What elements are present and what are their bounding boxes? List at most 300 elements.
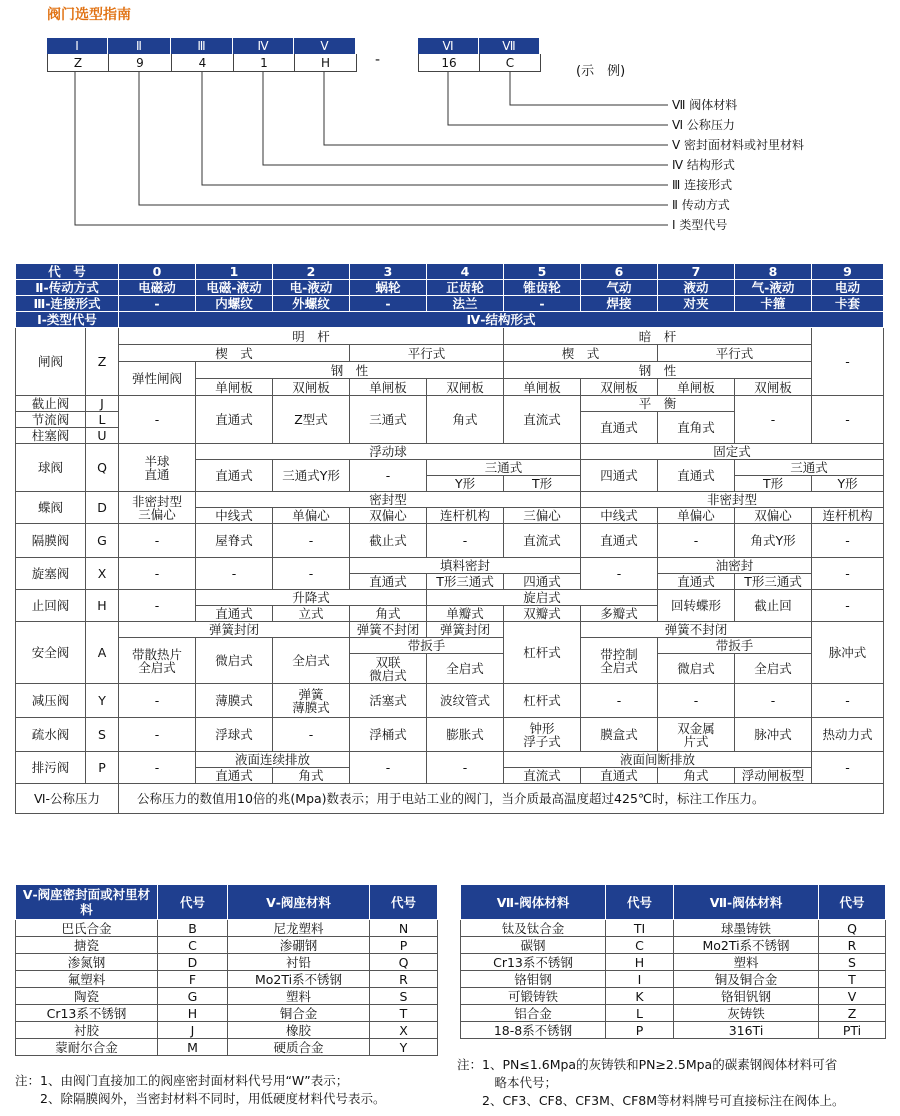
cell: 脉冲式 — [812, 622, 884, 684]
cell: 单偏心 — [273, 508, 350, 524]
note-line: 注：1、PN≤1.6Mpa的灰铸铁和PN≥2.5Mpa的碳素钢阀体材料可省 — [457, 1057, 838, 1072]
header-code: 代 号 — [16, 264, 119, 280]
cell: 角式Y形 — [735, 524, 812, 558]
cell: 浮球式 — [196, 718, 273, 752]
cell: - — [735, 396, 812, 444]
cell: - — [350, 752, 427, 784]
table-cell: R — [819, 937, 886, 954]
note-line: 2、CF3、CF8、CF3M、CF8M等材料牌号可直接标注在阀体上。 — [457, 1093, 845, 1108]
table-cell: 氟塑料 — [16, 971, 158, 988]
table-cell: 塑料 — [228, 988, 370, 1005]
valve-code: Q — [86, 444, 119, 492]
table-cell: C — [158, 937, 228, 954]
table-cell: 渗氮钢 — [16, 954, 158, 971]
cell: 杠杆式 — [504, 622, 581, 684]
header-code-digit: 7 — [658, 264, 735, 280]
example-dash: - — [375, 52, 381, 68]
cell: 双闸板 — [427, 379, 504, 396]
cell: 双闸板 — [273, 379, 350, 396]
valve-code: Y — [86, 684, 119, 718]
code-value-cell: 4 — [171, 54, 234, 72]
valve-code: S — [86, 718, 119, 752]
table-cell: J — [158, 1022, 228, 1039]
note-line: 注：1、由阀门直接加工的阀座密封面材料代号用“W”表示； — [15, 1073, 349, 1088]
cell: 液面连续排放 — [196, 752, 350, 768]
cell: 双偏心 — [735, 508, 812, 524]
table-cell: 可锻铸铁 — [461, 988, 606, 1005]
cell: 非密封型 — [581, 492, 884, 508]
cell: 浮桶式 — [350, 718, 427, 752]
cell: 非密封型 三偏心 — [119, 492, 196, 524]
cell: 直流式 — [504, 524, 581, 558]
cell: 波纹管式 — [427, 684, 504, 718]
cell: 连杆机构 — [427, 508, 504, 524]
type-label: Ⅰ-类型代号 — [16, 312, 119, 328]
cell: 活塞式 — [350, 684, 427, 718]
table-cell: 球墨铸铁 — [674, 920, 819, 937]
valve-code: Z — [86, 328, 119, 396]
table-cell: PTi — [819, 1022, 886, 1039]
table-cell: Cr13系不锈钢 — [16, 1005, 158, 1022]
legend-item: Ⅳ 结构形式 — [672, 158, 735, 172]
valve-name: 隔膜阀 — [16, 524, 86, 558]
header-code-digit: 2 — [273, 264, 350, 280]
cell: 三通式 — [735, 460, 884, 476]
code-value-cell: Z — [47, 54, 109, 72]
cell: - — [119, 558, 196, 590]
cell: 直流式 — [504, 396, 581, 444]
connection-type: - — [119, 296, 196, 312]
roman-numeral-cell: Ⅶ — [479, 38, 540, 54]
cell: Z型式 — [273, 396, 350, 444]
table-cell: G — [158, 988, 228, 1005]
header-code-digit: 5 — [504, 264, 581, 280]
cell: 双联 微启式 — [350, 654, 427, 684]
cell: 全启式 — [427, 654, 504, 684]
valve-name: 闸阀 — [16, 328, 86, 396]
cell: 膜盒式 — [581, 718, 658, 752]
code-value-cell: H — [294, 54, 357, 72]
column-header: Ⅶ-阀体材料 — [674, 885, 819, 920]
cell: - — [119, 684, 196, 718]
table-cell: 钛及钛合金 — [461, 920, 606, 937]
cell: T形三通式 — [427, 574, 504, 590]
connection-type: 对夹 — [658, 296, 735, 312]
cell: 平行式 — [658, 345, 812, 362]
table-cell: C — [606, 937, 674, 954]
cell: 全启式 — [735, 654, 812, 684]
cell: 热动力式 — [812, 718, 884, 752]
cell: 截止式 — [350, 524, 427, 558]
cell: 直通式 — [658, 574, 735, 590]
legend-item: Ⅶ 阀体材料 — [672, 98, 738, 112]
valve-code: D — [86, 492, 119, 524]
table-cell: 陶瓷 — [16, 988, 158, 1005]
table-cell: 碳钢 — [461, 937, 606, 954]
notes-right — [457, 1056, 845, 1110]
valve-code: P — [86, 752, 119, 784]
legend-item: Ⅵ 公称压力 — [672, 118, 735, 132]
cell: 液面间断排放 — [504, 752, 812, 768]
code-value-cell: C — [479, 54, 541, 72]
cell: 暗 杆 — [504, 328, 812, 345]
cell: 带扳手 — [658, 638, 812, 654]
column-header: Ⅶ-阀体材料 — [461, 885, 606, 920]
cell: 带散热片 全启式 — [119, 638, 196, 684]
drive-mode: 气-液动 — [735, 280, 812, 296]
table-cell: 铬钼钢 — [461, 971, 606, 988]
cell: 微启式 — [196, 638, 273, 684]
drive-mode: 气动 — [581, 280, 658, 296]
cell: 直通式 — [581, 412, 658, 444]
roman-numeral-cell: Ⅰ — [47, 38, 108, 54]
cell: 弹簧封闭 — [119, 622, 350, 638]
cell: - — [350, 460, 427, 492]
drive-mode: 电磁动 — [119, 280, 196, 296]
valve-code: L — [86, 412, 119, 428]
header-code-digit: 4 — [427, 264, 504, 280]
cell: 弹性闸阀 — [119, 362, 196, 396]
cell: - — [812, 684, 884, 718]
connection-label: Ⅲ-连接形式 — [16, 296, 119, 312]
cell: 单闸板 — [504, 379, 581, 396]
cell: - — [735, 684, 812, 718]
cell: 角式 — [350, 606, 427, 622]
cell: - — [812, 396, 884, 444]
cell: 带扳手 — [350, 638, 504, 654]
cell: 四通式 — [504, 574, 581, 590]
valve-name: 柱塞阀 — [16, 428, 86, 444]
cell: 全启式 — [273, 638, 350, 684]
cell: 截止回 — [735, 590, 812, 622]
cell: 直通式 — [196, 396, 273, 444]
table-cell: 衬铅 — [228, 954, 370, 971]
cell: 薄膜式 — [196, 684, 273, 718]
valve-name: 止回阀 — [16, 590, 86, 622]
table-cell: Mo2Ti系不锈钢 — [228, 971, 370, 988]
note-line: 略本代号； — [457, 1075, 558, 1090]
cell: 半球 直通 — [119, 444, 196, 492]
cell: 平 衡 — [581, 396, 735, 412]
table-cell: 搪瓷 — [16, 937, 158, 954]
cell: 单偏心 — [658, 508, 735, 524]
cell: Y形 — [427, 476, 504, 492]
table-cell: Q — [370, 954, 438, 971]
column-header: Ⅴ-阀座材料 — [228, 885, 370, 920]
table-cell: T — [370, 1005, 438, 1022]
cell: 膨胀式 — [427, 718, 504, 752]
table-cell: Z — [819, 1005, 886, 1022]
connection-type: - — [504, 296, 581, 312]
cell: 直通式 — [196, 768, 273, 784]
valve-name: 节流阀 — [16, 412, 86, 428]
cell: - — [119, 718, 196, 752]
header-code-digit: 8 — [735, 264, 812, 280]
table-cell: P — [606, 1022, 674, 1039]
table-cell: B — [158, 920, 228, 937]
table-cell: M — [158, 1039, 228, 1056]
cell: - — [273, 524, 350, 558]
table-cell: 巴氏合金 — [16, 920, 158, 937]
cell: 角式 — [273, 768, 350, 784]
table-cell: I — [606, 971, 674, 988]
valve-name: 球阀 — [16, 444, 86, 492]
header-code-digit: 9 — [812, 264, 884, 280]
cell: 浮动闸板型 — [735, 768, 812, 784]
cell: 平行式 — [350, 345, 504, 362]
table-cell: 铬钼钒钢 — [674, 988, 819, 1005]
table-cell: 塑料 — [674, 954, 819, 971]
table-cell: Cr13系不锈钢 — [461, 954, 606, 971]
cell: - — [427, 524, 504, 558]
valve-code: U — [86, 428, 119, 444]
cell: 填料密封 — [350, 558, 581, 574]
code-value-cell: 9 — [108, 54, 172, 72]
drive-mode: 正齿轮 — [427, 280, 504, 296]
cell: 多瓣式 — [581, 606, 658, 622]
cell: 双偏心 — [350, 508, 427, 524]
cell: T形 — [504, 476, 581, 492]
cell: 杠杆式 — [504, 684, 581, 718]
cell: 中线式 — [581, 508, 658, 524]
cell: 固定式 — [581, 444, 884, 460]
table-cell: H — [158, 1005, 228, 1022]
table-cell: 橡胶 — [228, 1022, 370, 1039]
table-cell: 蒙耐尔合金 — [16, 1039, 158, 1056]
cell: 钢 性 — [504, 362, 812, 379]
table-cell: 尼龙塑料 — [228, 920, 370, 937]
column-header: Ⅴ-阀座密封面或衬里材料 — [16, 885, 158, 920]
roman-numeral-cell: Ⅴ — [294, 38, 356, 54]
cell: Y形 — [812, 476, 884, 492]
cell: 弹簧不封闭 — [581, 622, 812, 638]
cell: 楔 式 — [119, 345, 350, 362]
cell: - — [196, 558, 273, 590]
connection-type: 内螺纹 — [196, 296, 273, 312]
drive-mode: 电动 — [812, 280, 884, 296]
cell: 中线式 — [196, 508, 273, 524]
header-code-digit: 0 — [119, 264, 196, 280]
table-cell: K — [606, 988, 674, 1005]
valve-code-table — [15, 263, 884, 814]
drive-mode: 锥齿轮 — [504, 280, 581, 296]
valve-name: 旋塞阀 — [16, 558, 86, 590]
valve-code: A — [86, 622, 119, 684]
cell: 连杆机构 — [812, 508, 884, 524]
cell: 单闸板 — [350, 379, 427, 396]
column-header: 代号 — [158, 885, 228, 920]
drive-mode: 电磁-液动 — [196, 280, 273, 296]
cell: 油密封 — [658, 558, 812, 574]
cell: 弹簧不封闭 — [350, 622, 427, 638]
cell: 单瓣式 — [427, 606, 504, 622]
cell: 单闸板 — [196, 379, 273, 396]
legend-item: Ⅲ 连接形式 — [672, 178, 733, 192]
column-header: 代号 — [370, 885, 438, 920]
cell: - — [658, 684, 735, 718]
connection-type: 外螺纹 — [273, 296, 350, 312]
table-cell: D — [158, 954, 228, 971]
cell: - — [812, 558, 884, 590]
cell: 三通式 — [350, 396, 427, 444]
code-value-cell: 16 — [418, 54, 480, 72]
column-header: 代号 — [819, 885, 886, 920]
cell: 弹簧封闭 — [427, 622, 504, 638]
table-cell: 渗硼钢 — [228, 937, 370, 954]
table-cell: X — [370, 1022, 438, 1039]
valve-code: X — [86, 558, 119, 590]
table-cell: P — [370, 937, 438, 954]
cell: 微启式 — [658, 654, 735, 684]
cell: 直角式 — [658, 412, 735, 444]
valve-code: G — [86, 524, 119, 558]
valve-name: 截止阀 — [16, 396, 86, 412]
cell: 弹簧 薄膜式 — [273, 684, 350, 718]
cell: 钟形 浮子式 — [504, 718, 581, 752]
table-cell: Y — [370, 1039, 438, 1056]
cell: - — [273, 558, 350, 590]
cell: 楔 式 — [504, 345, 658, 362]
cell: 直流式 — [504, 768, 581, 784]
cell: 直通式 — [350, 574, 427, 590]
connection-type: 焊接 — [581, 296, 658, 312]
cell: 屋脊式 — [196, 524, 273, 558]
cell: 密封型 — [196, 492, 581, 508]
notes-left — [15, 1072, 385, 1108]
cell: 三偏心 — [504, 508, 581, 524]
table-cell: 铝合金 — [461, 1005, 606, 1022]
cell: - — [581, 684, 658, 718]
drive-mode: 电-液动 — [273, 280, 350, 296]
page-title: 阀门选型指南 — [47, 7, 131, 23]
cell: 双闸板 — [581, 379, 658, 396]
cell: - — [812, 752, 884, 784]
header-code-digit: 3 — [350, 264, 427, 280]
cell: 直通式 — [581, 524, 658, 558]
cell: 三通式 — [427, 460, 581, 476]
roman-numeral-cell: Ⅵ — [418, 38, 479, 54]
table-cell: N — [370, 920, 438, 937]
cell: 回转蝶形 — [658, 590, 735, 622]
cell: 四通式 — [581, 460, 658, 492]
valve-name: 安全阀 — [16, 622, 86, 684]
valve-name: 疏水阀 — [16, 718, 86, 752]
structure-label: Ⅳ-结构形式 — [119, 312, 884, 328]
roman-numeral-cell: Ⅲ — [171, 38, 233, 54]
valve-code: J — [86, 396, 119, 412]
table-cell: F — [158, 971, 228, 988]
cell: - — [119, 524, 196, 558]
cell: - — [658, 524, 735, 558]
cell: 直通式 — [581, 768, 658, 784]
cell: T形 — [735, 476, 812, 492]
drive-label: Ⅱ-传动方式 — [16, 280, 119, 296]
cell: 双闸板 — [735, 379, 812, 396]
valve-name: 减压阀 — [16, 684, 86, 718]
table-cell: 316Ti — [674, 1022, 819, 1039]
table-cell: T — [819, 971, 886, 988]
cell: - — [119, 590, 196, 622]
cell: - — [812, 590, 884, 622]
pressure-label: Ⅵ-公称压力 — [16, 784, 119, 814]
connection-type: - — [350, 296, 427, 312]
example-legend — [672, 95, 804, 235]
cell: - — [581, 558, 658, 590]
roman-numeral-cell: Ⅱ — [108, 38, 171, 54]
table-cell: 18-8系不锈钢 — [461, 1022, 606, 1039]
table-cell: 硬质合金 — [228, 1039, 370, 1056]
cell: 升降式 — [196, 590, 427, 606]
roman-numeral-cell: Ⅳ — [233, 38, 294, 54]
table-cell: 灰铸铁 — [674, 1005, 819, 1022]
cell: - — [427, 752, 504, 784]
cell: T形三通式 — [735, 574, 812, 590]
note-line: 2、除隔膜阀外，当密封材料不同时，用低硬度材料代号表示。 — [15, 1091, 386, 1106]
table-cell: V — [819, 988, 886, 1005]
table-cell: 铜合金 — [228, 1005, 370, 1022]
cell: 带控制 全启式 — [581, 638, 658, 684]
legend-item: Ⅰ 类型代号 — [672, 218, 728, 232]
seal-material-table — [15, 884, 438, 1056]
cell: - — [119, 396, 196, 444]
valve-code: H — [86, 590, 119, 622]
drive-mode: 蜗轮 — [350, 280, 427, 296]
legend-item: Ⅱ 传动方式 — [672, 198, 730, 212]
cell: 钢 性 — [196, 362, 504, 379]
body-material-table — [460, 884, 886, 1039]
cell: - — [812, 328, 884, 396]
cell: 单闸板 — [658, 379, 735, 396]
header-code-digit: 1 — [196, 264, 273, 280]
pressure-description: 公称压力的数值用10倍的兆(Mpa)数表示；用于电站工业的阀门，当介质最高温度超过425℃时，标注工作压力。 — [119, 784, 884, 814]
cell: 立式 — [273, 606, 350, 622]
table-cell: TI — [606, 920, 674, 937]
table-cell: S — [819, 954, 886, 971]
table-cell: 衬胶 — [16, 1022, 158, 1039]
table-cell: H — [606, 954, 674, 971]
cell: 双瓣式 — [504, 606, 581, 622]
legend-item: Ⅴ 密封面材料或衬里材料 — [672, 138, 805, 152]
cell: 三通式Y形 — [273, 460, 350, 492]
cell: 脉冲式 — [735, 718, 812, 752]
column-header: 代号 — [606, 885, 674, 920]
valve-name: 排污阀 — [16, 752, 86, 784]
cell: 旋启式 — [427, 590, 658, 606]
cell: 直通式 — [658, 460, 735, 492]
table-cell: S — [370, 988, 438, 1005]
cell: 直通式 — [196, 606, 273, 622]
connection-type: 法兰 — [427, 296, 504, 312]
cell: - — [119, 752, 196, 784]
example-label: (示 例) — [576, 64, 626, 79]
table-cell: Q — [819, 920, 886, 937]
cell: 明 杆 — [119, 328, 504, 345]
header-code-digit: 6 — [581, 264, 658, 280]
cell: 双金属 片式 — [658, 718, 735, 752]
connection-type: 卡套 — [812, 296, 884, 312]
table-cell: L — [606, 1005, 674, 1022]
cell: 浮动球 — [196, 444, 581, 460]
cell: - — [273, 718, 350, 752]
connection-type: 卡箍 — [735, 296, 812, 312]
valve-name: 蝶阀 — [16, 492, 86, 524]
cell: 直通式 — [196, 460, 273, 492]
code-value-cell: 1 — [233, 54, 295, 72]
cell: 角式 — [427, 396, 504, 444]
cell: 角式 — [658, 768, 735, 784]
table-cell: R — [370, 971, 438, 988]
table-cell: 铜及铜合金 — [674, 971, 819, 988]
